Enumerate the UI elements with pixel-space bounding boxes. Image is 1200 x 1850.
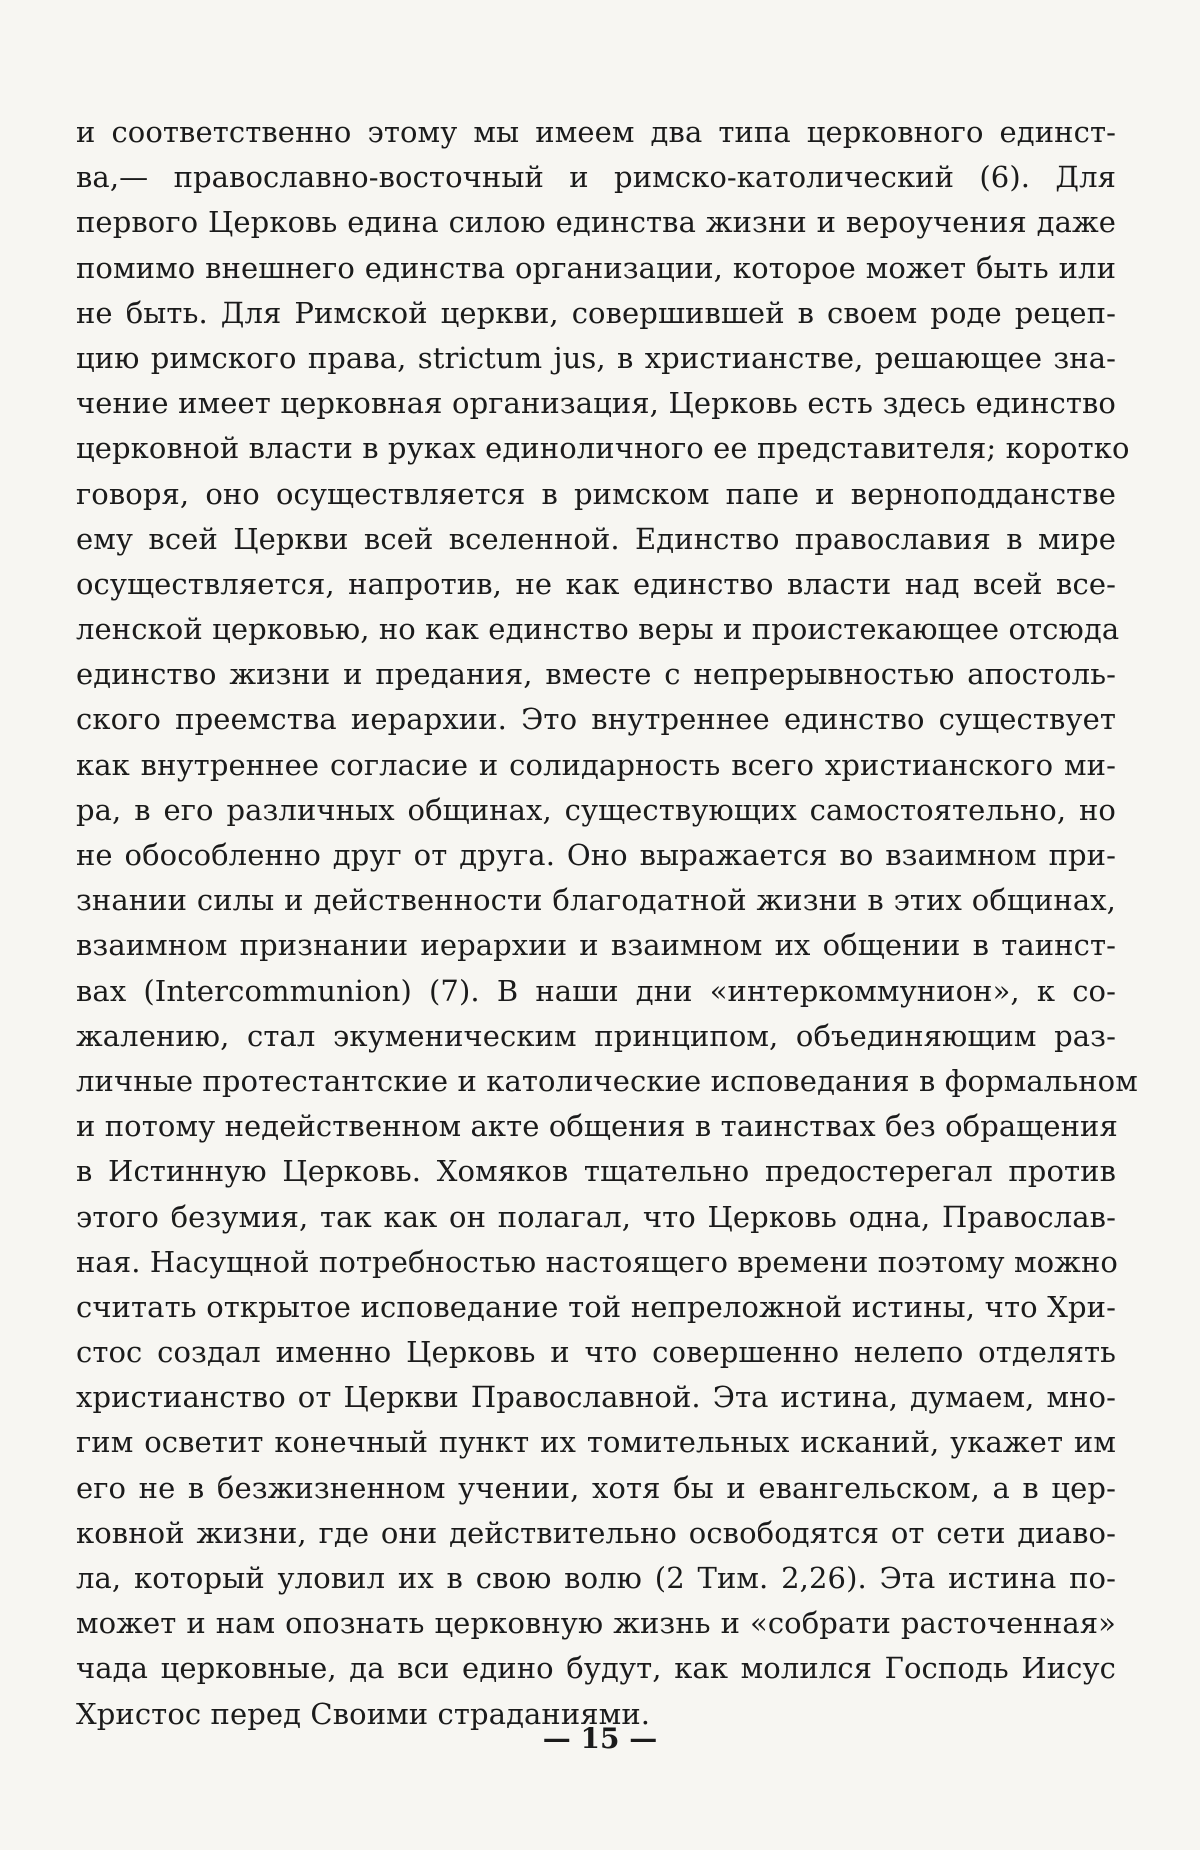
text-line: ленской церковью, но как единство веры и проистекающее отсюда [76,612,1120,647]
text-line: чение имеет церковная организация, Церковь есть здесь единство [76,386,1116,421]
text-line: помимо внешнего единства организации, которое может быть или [76,250,1116,285]
text-line: и соответственно этому мы имеем два типа церковного единст- [76,115,1116,149]
text-line: говоря, оно осуществляется в римском папе и верноподданстве [76,476,1116,511]
text-line: церковной власти в руках единоличного ее представителя; коротко [76,431,1130,466]
text-line: ра, в его различных общинах, существующих самостоятельно, но [76,792,1116,827]
text-line: стос создал именно Церковь и что совершенно нелепо отделять [76,1335,1116,1370]
text-line: ла, который уловил их в свою волю (2 Тим. 2,26). Эта истина по- [76,1561,1116,1595]
text-line: может и нам опознать церковную жизнь и «собрати расточенная» [76,1606,1116,1641]
text-line: единство жизни и предания, вместе с непрерывностью апостоль- [76,657,1116,692]
text-line: жалению, стал экуменическим принципом, объединяющим раз- [76,1018,1116,1053]
text-line: не быть. Для Римской церкви, совершившей в своем роде рецеп- [76,295,1116,330]
text-line: и потому недейственном акте общения в таинствах без обращения [76,1109,1118,1144]
text-line: его не в безжизненном учении, хотя бы и евангельском, а в цер- [76,1470,1116,1505]
page-number: — 15 — [542,1722,658,1755]
text-line: этого безумия, так как он полагал, что Церковь одна, Православ- [76,1199,1116,1234]
text-line: гим осветит конечный пункт их томительных исканий, укажет им [76,1425,1116,1460]
text-line: чада церковные, да вси едино будут, как молился Господь Иисус [76,1651,1116,1686]
text-line: первого Церковь едина силою единства жизни и вероучения даже [76,205,1116,240]
text-line: не обособленно друг от друга. Оно выражается во взаимном при- [76,838,1116,872]
text-line: как внутреннее согласие и солидарность всего христианского ми- [76,747,1116,782]
text-line: считать открытое исповедание той непреложной истины, что Хри- [76,1289,1116,1324]
text-line: цию римского права, strictum jus, в христианстве, решающее зна- [76,340,1116,375]
body-text [76,110,1138,1737]
text-line: христианство от Церкви Православной. Эта истина, думаем, мно- [76,1380,1116,1415]
text-line: Христос перед Своими страданиями. [76,1696,651,1731]
text-line: ковной жизни, где они действительно освободятся от сети диаво- [76,1515,1116,1550]
text-line: ского преемства иерархии. Это внутреннее единство существует [76,702,1116,737]
text-line: ему всей Церкви всей вселенной. Единство православия в мире [76,521,1116,556]
text-line: ва,— православно-восточный и римско-католический (6). Для [76,160,1116,195]
text-line: вах (Intercommunion) (7). В наши дни «интеркоммунион», к со- [76,973,1116,1008]
text-line: ная. Насущной потребностью настоящего времени поэтому можно [76,1244,1118,1279]
text-line: личные протестантские и католические исповедания в формальном [76,1063,1138,1098]
text-line: взаимном признании иерархии и взаимном их общении в таинст- [76,928,1116,963]
text-line: осуществляется, напротив, не как единство власти над всей все- [76,566,1116,601]
text-line: знании силы и действенности благодатной жизни в этих общинах, [76,883,1116,918]
text-line: в Истинную Церковь. Хомяков тщательно предостерегал против [76,1154,1116,1189]
